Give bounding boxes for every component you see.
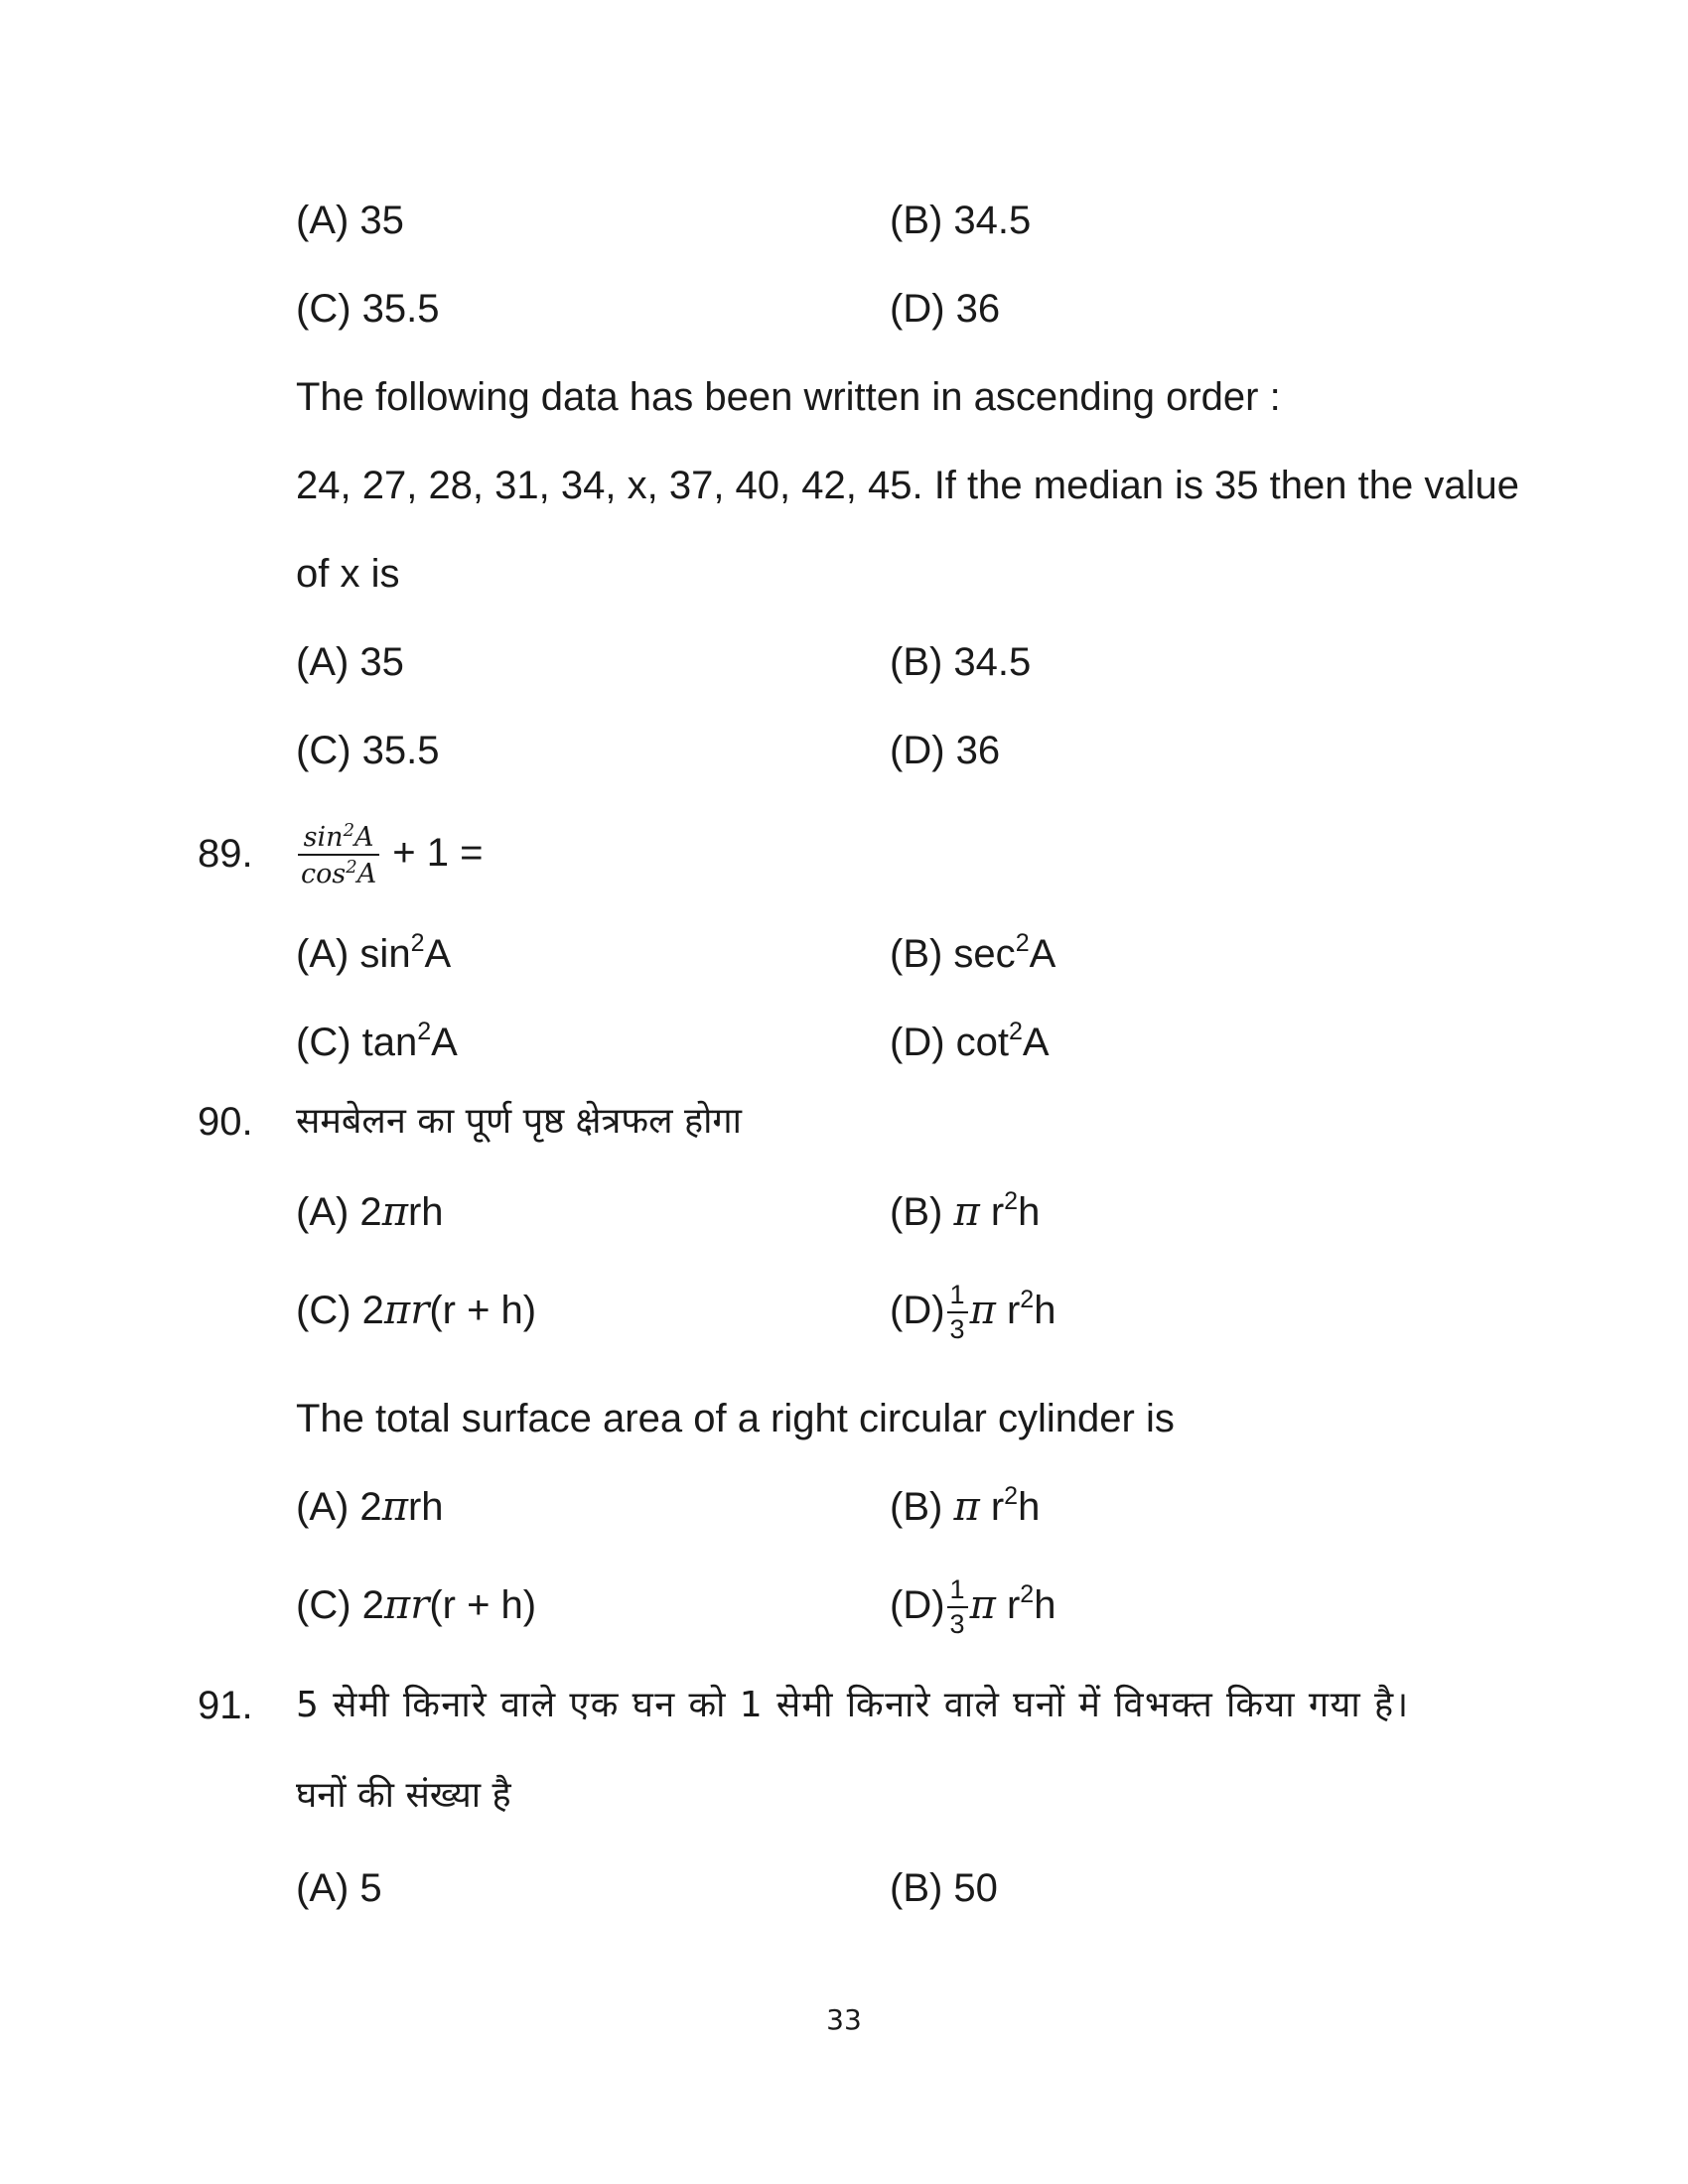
q90-hindi-question: समबेलन का पूर्ण पृष्ठ क्षेत्रफल होगा xyxy=(296,1101,743,1142)
one-third-fraction: $\frac{1}{3}$ xyxy=(947,1576,968,1638)
q89-numerator: $\sin^2A$ xyxy=(298,822,379,856)
q89-rest: + 1 = xyxy=(381,831,484,875)
q91-hindi-line-2: घनों की संख्या है xyxy=(296,1775,511,1816)
q88-hindi-option-a: (A) 35 xyxy=(296,199,404,242)
q90-hindi-option-b: (B) π $r^2h$ xyxy=(890,1187,1041,1235)
q91-option-b: (B) 50 xyxy=(890,1866,998,1910)
q88-english-option-d: (D) 36 xyxy=(890,729,1001,772)
q88-english-option-b: (B) 34.5 xyxy=(890,640,1032,684)
q88-english-line-3: of x is xyxy=(296,552,400,596)
q91-number: 91. xyxy=(198,1684,253,1727)
q90-english-option-d: (D) $\frac{1}{3}$ π $r^2h$ xyxy=(890,1574,1056,1640)
q88-english-line-1: The following data has been written in ascending order : xyxy=(296,375,1281,419)
q91-hindi-line-1: 5 सेमी किनारे वाले एक घन को 1 सेमी किनारे वाले घनों में विभक्त किया गया है। xyxy=(296,1685,1410,1725)
q88-hindi-option-b: (B) 34.5 xyxy=(890,199,1032,242)
q89-question xyxy=(296,818,484,890)
q88-english-option-c: (C) 35.5 xyxy=(296,729,440,772)
q89-fraction xyxy=(298,820,379,890)
q89-option-b: (B) $\sec^2A$ xyxy=(890,929,1056,976)
q90-hindi-option-a: (A) 2πrh xyxy=(296,1189,444,1235)
q89-option-d: (D) $\cot^2A$ xyxy=(890,1018,1050,1064)
q90-english-question: The total surface area of a right circular cylinder is xyxy=(296,1397,1175,1440)
one-third-fraction: $\frac{1}{3}$ xyxy=(947,1282,968,1343)
q90-english-option-c: (C) 2πr(r + h) xyxy=(296,1582,537,1628)
q89-option-a: (A) $\sin^2A$ xyxy=(296,929,452,976)
q88-hindi-option-d: (D) 36 xyxy=(890,287,1001,331)
q90-hindi-option-c: (C) 2πr(r + h) xyxy=(296,1288,537,1333)
q90-english-option-a: (A) 2πrh xyxy=(296,1484,444,1530)
q90-number: 90. xyxy=(198,1100,253,1144)
q88-english-line-2: 24, 27, 28, 31, 34, x, 37, 40, 42, 45. If the median is 35 then the value xyxy=(296,464,1519,507)
q88-hindi-option-c: (C) 35.5 xyxy=(296,287,440,331)
q89-number: 89. xyxy=(198,832,253,876)
q89-option-c: (C) $\tan^2A$ xyxy=(296,1018,458,1064)
q88-english-option-a: (A) 35 xyxy=(296,640,404,684)
q91-option-a: (A) 5 xyxy=(296,1866,382,1910)
q90-english-option-b: (B) π $r^2h$ xyxy=(890,1482,1041,1530)
page-number: 33 xyxy=(826,2003,862,2036)
q89-denominator: $\cos^2A$ xyxy=(301,857,377,890)
q90-hindi-option-d: (D) $\frac{1}{3}$ π $r^2h$ xyxy=(890,1280,1056,1345)
